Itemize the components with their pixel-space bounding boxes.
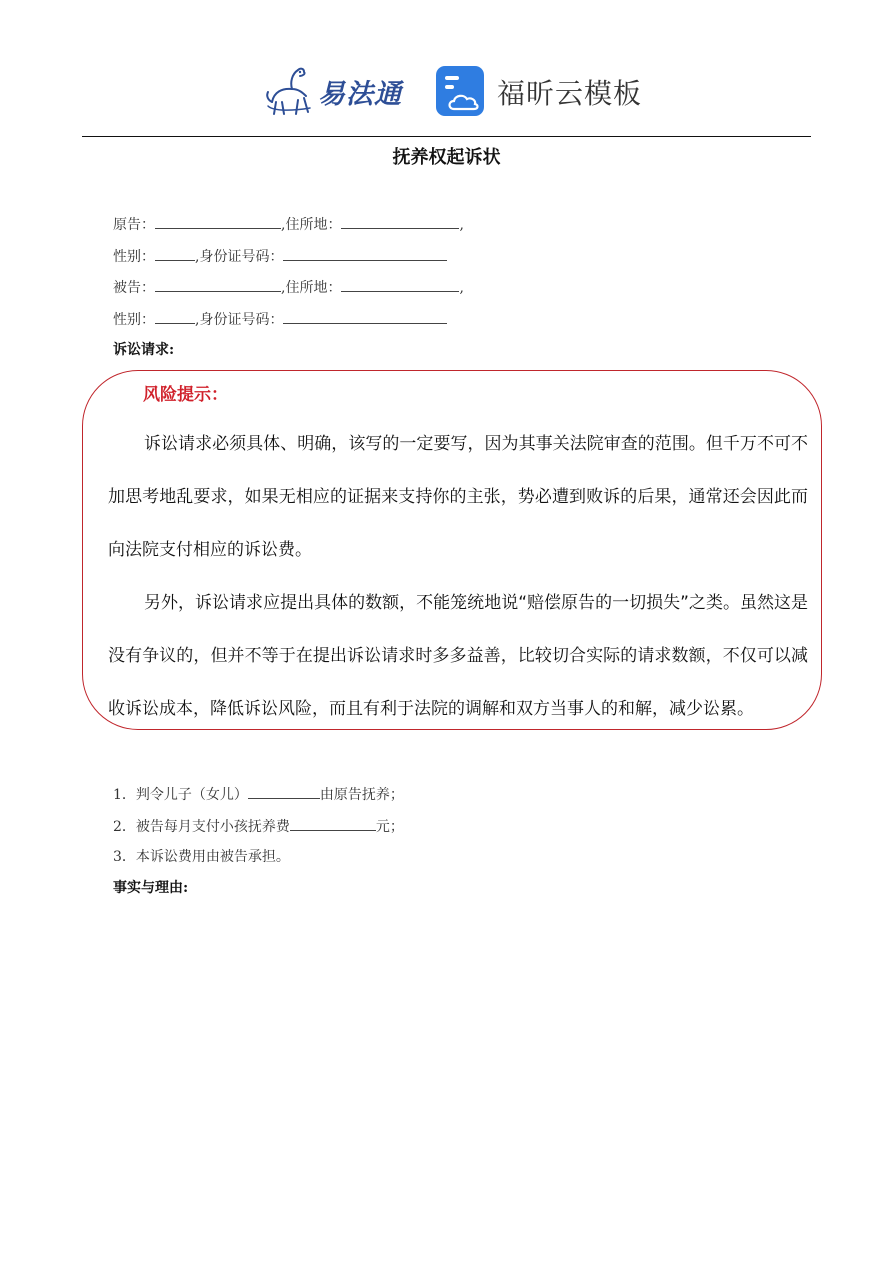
claims-heading: 诉讼请求: xyxy=(113,342,175,358)
defendant-residence-blank[interactable] xyxy=(341,276,459,292)
trailing-comma: , xyxy=(459,280,464,296)
risk-warning-title: 风险提示： xyxy=(143,385,228,405)
plaintiff-gender-blank[interactable] xyxy=(155,245,195,261)
document-title: 抚养权起诉状 xyxy=(392,147,501,168)
plaintiff-label: 原告： xyxy=(113,217,155,233)
plaintiff-name-blank[interactable] xyxy=(155,213,281,229)
id-label: ,身份证号码： xyxy=(195,312,284,328)
claim-item-2-prefix: 2．被告每月支付小孩抚养费 xyxy=(113,819,290,835)
claim-item-1-prefix: 1．判令儿子（女儿） xyxy=(113,787,248,803)
claim-item-2 xyxy=(113,815,404,836)
residence-label: ,住所地： xyxy=(281,217,342,233)
horse-logo-icon xyxy=(262,62,318,118)
trailing-comma: , xyxy=(459,217,464,233)
plaintiff-id-blank[interactable] xyxy=(283,245,447,261)
fuxin-cloud-logo-icon xyxy=(436,66,486,116)
child-name-blank[interactable] xyxy=(248,783,320,799)
claim-item-1-suffix: 由原告抚养； xyxy=(319,787,404,803)
claim-item-2-suffix: 元； xyxy=(375,819,404,835)
support-amount-blank[interactable] xyxy=(290,815,376,831)
defendant-line xyxy=(113,276,464,297)
risk-paragraph-1: 诉讼请求必须具体、明确，该写的一定要写，因为其事关法院审查的范围。但千万不可不加思考地乱要求，如果无相应的证据来支持你的主张，势必遭到败诉的后果，通常还会因此而向法院支付相应的诉讼费。 xyxy=(108,434,808,560)
facts-heading: 事实与理由: xyxy=(113,880,189,896)
risk-paragraph-2: 另外，诉讼请求应提出具体的数额，不能笼统地说“赔偿原告的一切损失”之类。虽然这是没有争议的，但并不等于在提出诉讼请求时多多益善，比较切合实际的请求数额，不仅可以减收诉讼成本，降低诉讼风险，而且有利于法院的调解和双方当事人的和解，减少讼累。 xyxy=(108,593,808,719)
claim-item-3: 3．本诉讼费用由被告承担。 xyxy=(113,849,290,865)
gender-label: 性别： xyxy=(113,249,155,265)
defendant-gender-blank[interactable] xyxy=(155,308,195,324)
defendant-gender-line xyxy=(113,308,447,329)
claim-item-1 xyxy=(113,783,404,804)
plaintiff-gender-line xyxy=(113,245,447,266)
gender-label: 性别： xyxy=(113,312,155,328)
defendant-name-blank[interactable] xyxy=(155,276,281,292)
fuxin-logo-text: 福昕云模板 xyxy=(497,77,643,110)
plaintiff-residence-blank[interactable] xyxy=(341,213,459,229)
id-label: ,身份证号码： xyxy=(195,249,284,265)
yifatong-logo-text: 易法通 xyxy=(318,79,402,110)
residence-label: ,住所地： xyxy=(281,280,342,296)
defendant-id-blank[interactable] xyxy=(283,308,447,324)
plaintiff-line xyxy=(113,213,464,234)
defendant-label: 被告： xyxy=(113,280,155,296)
